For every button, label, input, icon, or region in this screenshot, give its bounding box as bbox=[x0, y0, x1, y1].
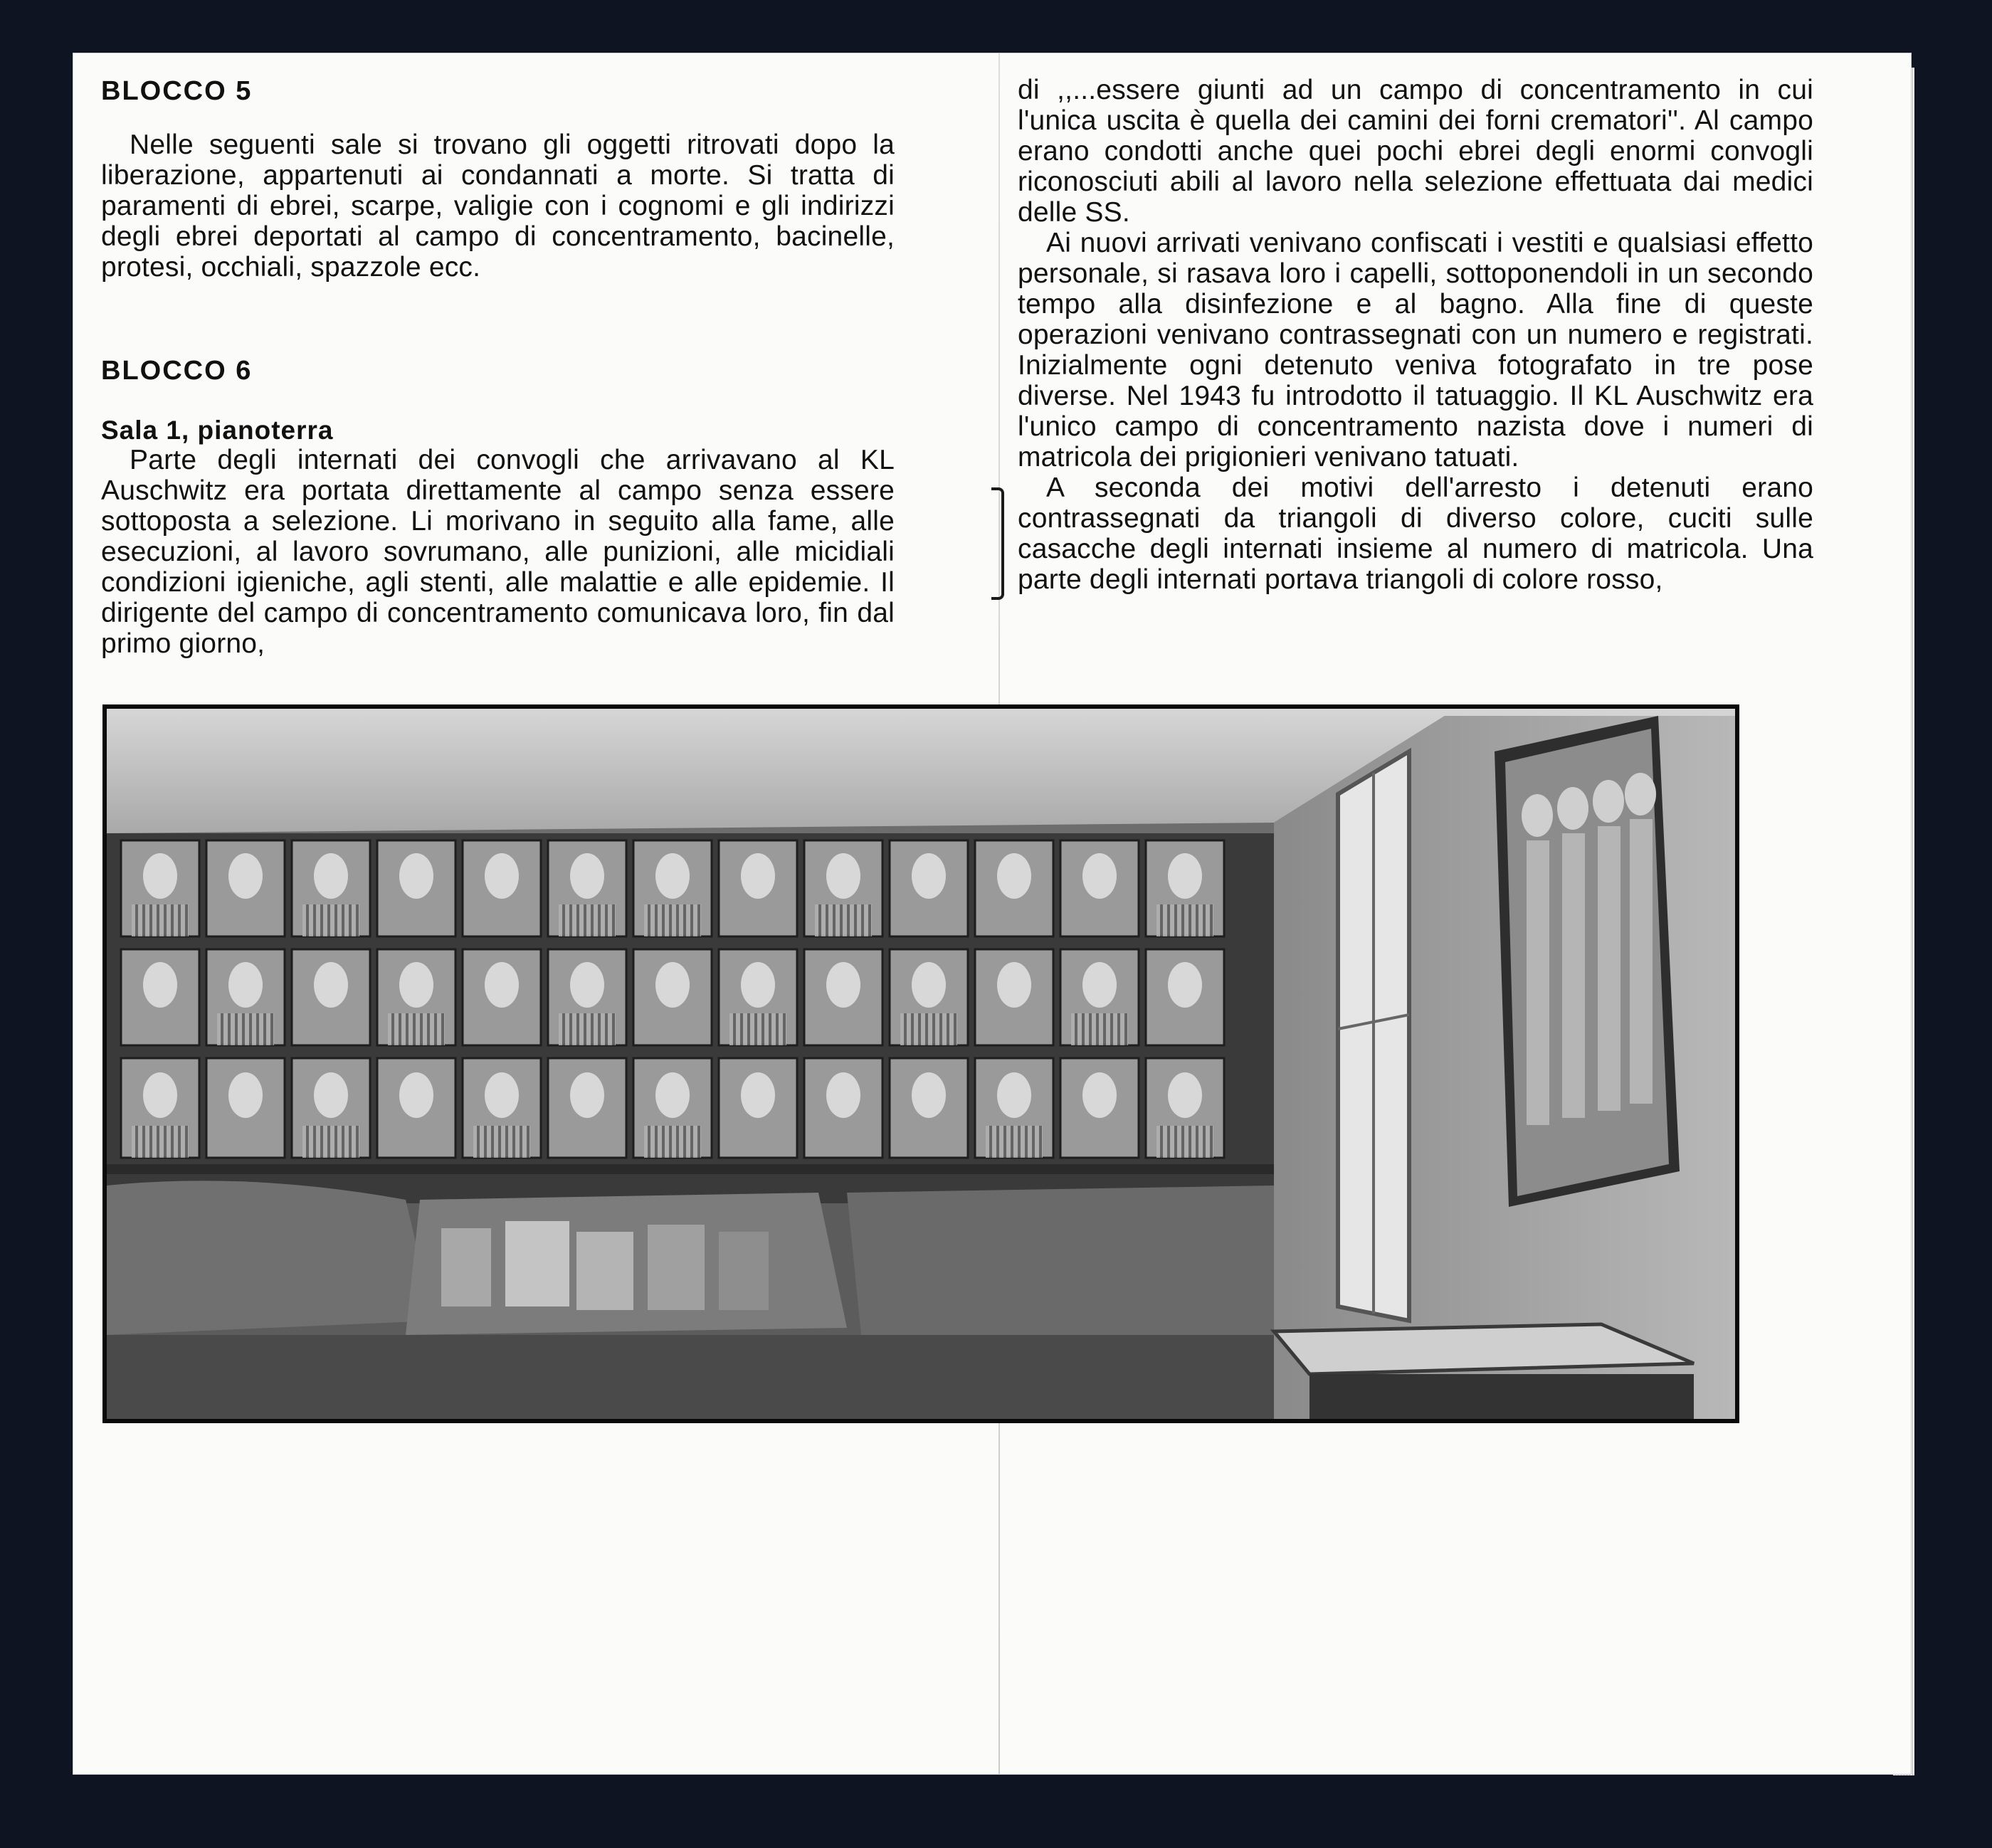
exhibition-photo-graphic bbox=[107, 709, 1735, 1419]
sala-heading: Sala 1, pianoterra bbox=[101, 416, 334, 445]
framed-poster bbox=[1495, 716, 1680, 1207]
block6-heading: BLOCCO 6 bbox=[101, 356, 253, 386]
sala-text: Parte degli internati dei convogli che arrivavano al KL Auschwitz era portata direttamente al campo senza essere sottoposta a selezione. Li morivano in seguito alla fame, alle esecuzioni, al lavoro sovrumano, alle punizioni, alle micidiali condizioni igieniche, agli stenti, alle malattie e alle epidemie. Il dirigente del campo di concentramento comunicava loro, fin dal primo giorno, bbox=[101, 445, 895, 659]
staple-top bbox=[991, 487, 1004, 600]
left-column bbox=[101, 74, 895, 659]
right-para-3: A seconda dei motivi dell'arresto i detenuti erano contrassegnati da triangoli di diverso colore, cuciti sulle casacche degli internati insieme al numero di matricola. Una parte degli internati portava triangoli di colore rosso, bbox=[1018, 472, 1813, 595]
block5-heading: BLOCCO 5 bbox=[101, 76, 253, 106]
right-para-2: Ai nuovi arrivati venivano confiscati i vestiti e qualsiasi effetto personale, si rasava loro i capelli, sottoponendoli in un secondo tempo alla disinfezione e al bagno. Alla fine di queste operazioni venivano contrassegnati con un numero e registrati. Inizialmente ogni detenuto veniva fotografato in tre pose diverse. Nel 1943 fu introdotto il tatuaggio. Il KL Auschwitz era l'unico campo di concentramento nazista dove i numeri di matricola dei prigionieri venivano tatuati. bbox=[1018, 228, 1813, 472]
right-para-1: di ,,...essere giunti ad un campo di concentramento in cui l'unica uscita è quella dei camini dei forni crematori''. Al campo erano condotti anche quei pochi ebrei degli enormi convogli riconosciuti abili al lavoro nella selezione effettuata dai medici delle SS. bbox=[1018, 75, 1813, 228]
hanging-clothes bbox=[107, 1181, 1274, 1335]
right-column bbox=[1018, 75, 1813, 595]
window bbox=[1338, 751, 1409, 1321]
exhibition-photo bbox=[102, 704, 1739, 1423]
block5-text: Nelle seguenti sale si trovano gli oggetti ritrovati dopo la liberazione, appartenuti ai condannati a morte. Si tratta di paramenti di ebrei, scarpe, valigie con i cognomi e gli indirizzi degli ebrei deportati al campo di concentramento, bacinelle, protesi, occhiali, spazzole ecc. bbox=[101, 130, 895, 283]
